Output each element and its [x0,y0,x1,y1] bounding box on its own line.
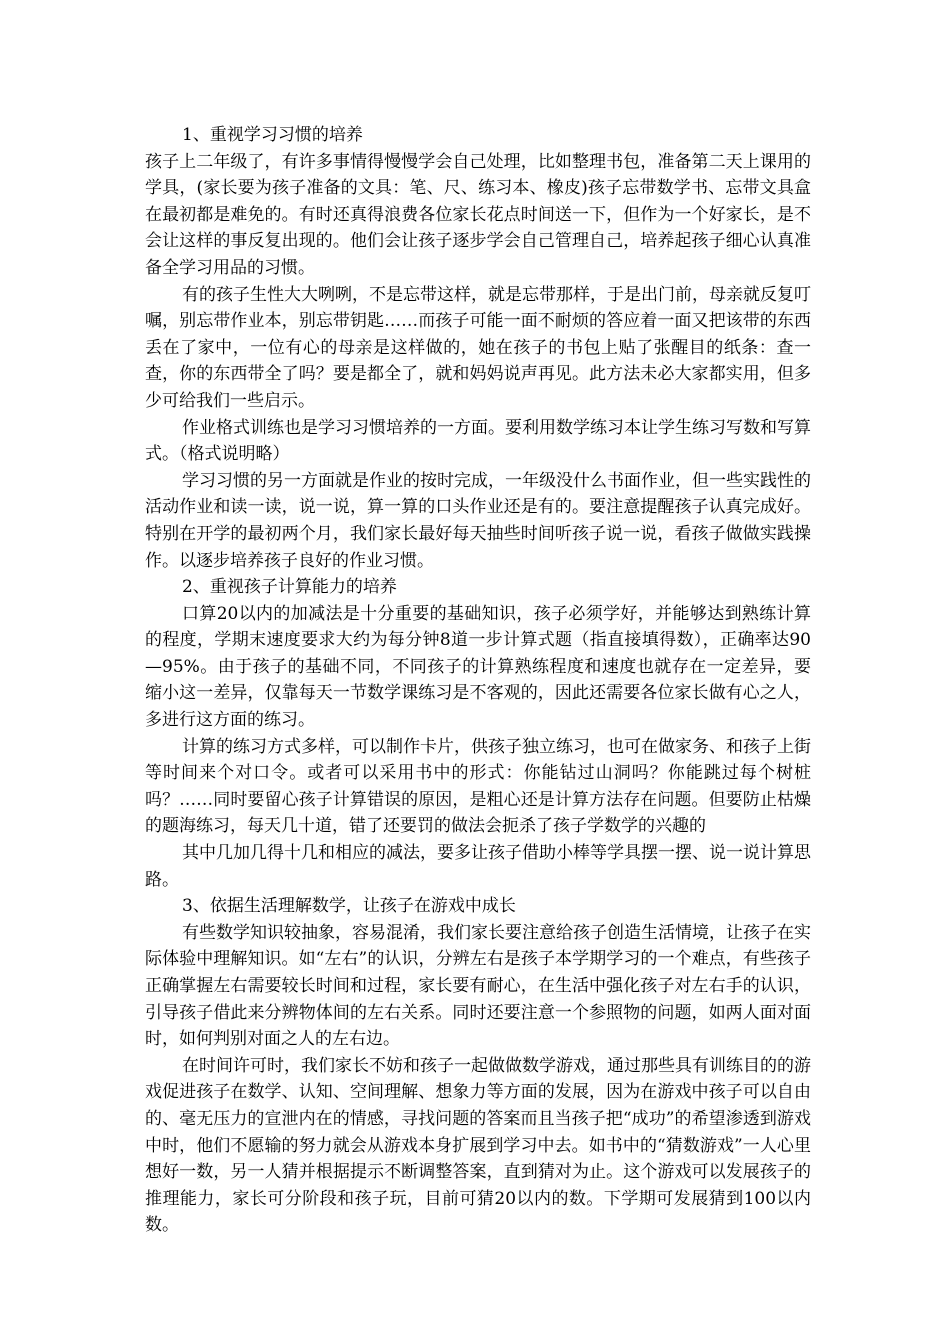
section-heading-2: 2、重视孩子计算能力的培养 [182,577,397,598]
paragraph-5: 口算20以内的加减法是十分重要的基础知识，孩子必须学好，并能够达到熟练计算的程度，学期末速度要求大约为每分钟8道一步计算式题（指直接填得数），正确率达90—95%。由于孩子的基础不同，不同孩子的计算熟练程度和速度也就存在一定差异，要缩小这一差异，仅靠每天一节数学课练习是不客观的，因此还需要各位家长做有心之人，多进行这方面的练习。 [145,603,811,731]
paragraph-9: 在时间许可时，我们家长不妨和孩子一起做做数学游戏，通过那些具有训练目的的游戏促进孩子在数学、认知、空间理解、想象力等方面的发展，因为在游戏中孩子可以自由的、毫无压力的宣泄内在的情感，寻找问题的答案而且当孩子把“成功”的希望渗透到游戏中时，他们不愿输的努力就会从游戏本身扩展到学习中去。如书中的“猜数游戏”一人心里想好一数，另一人猜并根据提示不断调整答案，直到猜对为止。这个游戏可以发展孩子的推理能力，家长可分阶段和孩子玩，目前可猜20以内的数。下学期可发展猜到100以内数。 [145,1055,811,1236]
paragraph-6: 计算的练习方式多样，可以制作卡片，供孩子独立练习，也可在做家务、和孩子上街等时间来个对口令。或者可以采用书中的形式：你能钻过山洞吗？你能跳过每个树桩吗？……同时要留心孩子计算错误的原因，是粗心还是计算方法存在问题。但要防止枯燥的题海练习，每天几十道，错了还要罚的做法会扼杀了孩子学数学的兴趣的 [145,736,811,837]
paragraph-2: 有的孩子生性大大咧咧，不是忘带这样，就是忘带那样，于是出门前，母亲就反复叮嘱，别忘带作业本，别忘带钥匙……而孩子可能一面不耐烦的答应着一面又把该带的东西丢在了家中，一位有心的母亲是这样做的，她在孩子的书包上贴了张醒目的纸条：查一查，你的东西带全了吗？要是都全了，就和妈妈说声再见。此方法未必大家都实用，但多少可给我们一些启示。 [145,284,811,411]
section-heading-1: 1、重视学习习惯的培养 [182,125,363,145]
paragraph-7: 其中几加几得十几和相应的减法，要多让孩子借助小棒等学具摆一摆、说一说计算思路。 [145,843,811,890]
paragraph-1: 孩子上二年级了，有许多事情得慢慢学会自己处理，比如整理书包，准备第二天上课用的学具，(家长要为孩子准备的文具：笔、尺、练习本、橡皮)孩子忘带数学书、忘带文具盒在最初都是难免的。有时还真得浪费各位家长花点时间送一下，但作为一个好家长，是不会让这样的事反复出现的。他们会让孩子逐步学会自己管理自己，培养起孩子细心认真准备全学习用品的习惯。 [145,151,811,278]
paragraph-8: 有些数学知识较抽象，容易混淆，我们家长要注意给孩子创造生活情境，让孩子在实际体验中理解知识。如“左右”的认识，分辨左右是孩子本学期学习的一个难点，有些孩子正确掌握左右需要较长时间和过程，家长要有耐心，在生活中强化孩子对左右手的认识，引导孩子借此来分辨物体间的左右关系。同时还要注意一个参照物的问题，如两人面对面时，如何判别对面之人的左右边。 [145,922,811,1050]
paragraph-3: 作业格式训练也是学习习惯培养的一方面。要利用数学练习本让学生练习写数和写算式。（格式说明略） [145,417,811,465]
document-page [145,122,811,1239]
section-heading-3: 3、依据生活理解数学，让孩子在游戏中成长 [182,896,516,917]
paragraph-4: 学习习惯的另一方面就是作业的按时完成，一年级没什么书面作业，但一些实践性的活动作业和读一读，说一说，算一算的口头作业还是有的。要注意提醒孩子认真完成好。特别在开学的最初两个月，我们家长最好每天抽些时间听孩子说一说，看孩子做做实践操作。以逐步培养孩子良好的作业习惯。 [145,470,811,571]
